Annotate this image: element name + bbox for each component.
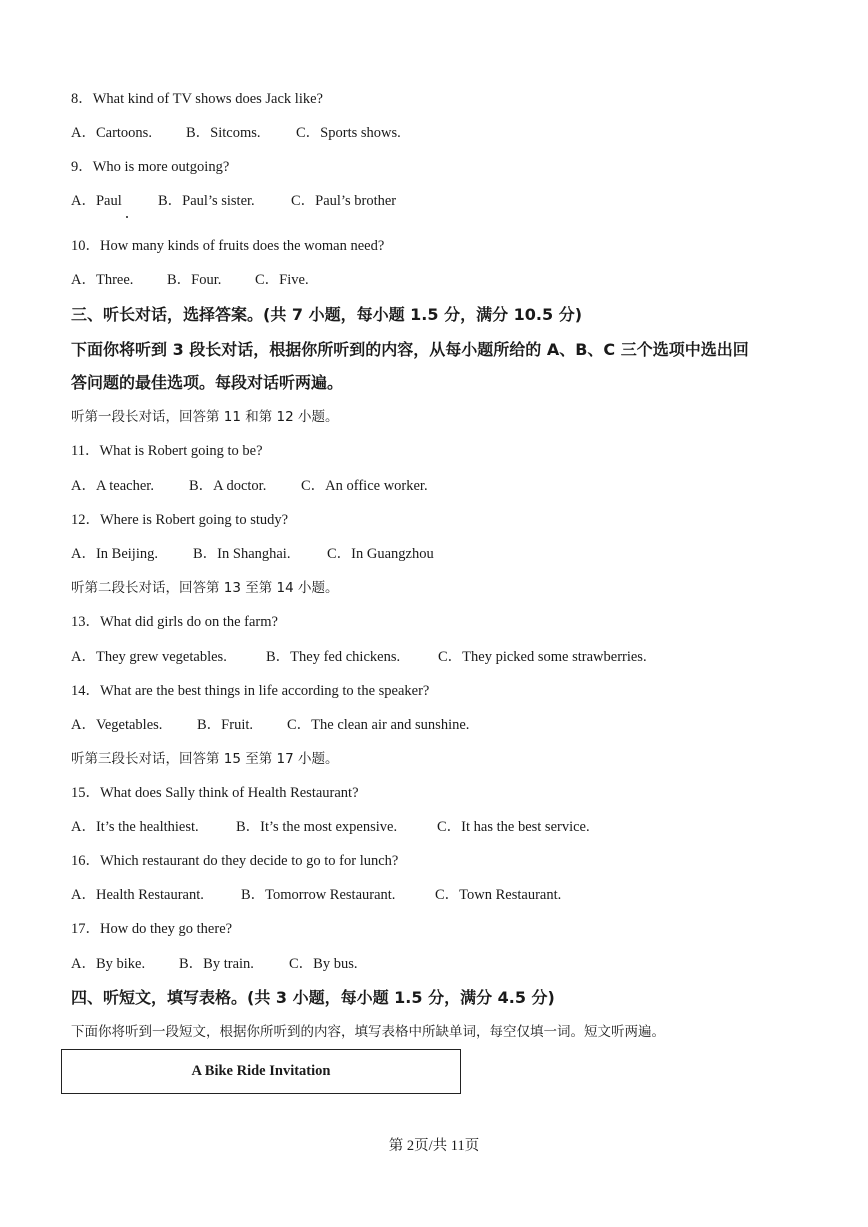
q17-option-b: B．By train. (179, 956, 254, 972)
q8-option-c: C．Sports shows. (296, 125, 401, 141)
q9-option-b: B．Paul’s sister. (158, 193, 255, 209)
q17-option-c: C．By bus. (289, 956, 358, 972)
question-14: 14．What are the best things in life according to the speaker? (71, 683, 430, 699)
q14-option-c: C．The clean air and sunshine. (287, 717, 470, 733)
dialog-2-instruction: 听第二段长对话，回答第 13 至第 14 小题。 (71, 580, 339, 596)
section-3-instruction-line-1: 下面你将听到 3 段长对话，根据你所听到的内容，从每小题所给的 A、B、C 三个选项中选出回 (71, 340, 749, 359)
q11-option-b: B．A doctor. (189, 478, 267, 494)
q13-option-c: C．They picked some strawberries. (438, 649, 647, 665)
question-13: 13．What did girls do on the farm? (71, 614, 278, 630)
q16-option-b: B．Tomorrow Restaurant. (241, 887, 396, 903)
q15-option-c: C．It has the best service. (437, 819, 590, 835)
section-4-instruction: 下面你将听到一段短文，根据你所听到的内容，填写表格中所缺单词，每空仅填一词。短文听两遍。 (71, 1024, 665, 1040)
q15-option-a: A．It’s the healthiest. (71, 819, 199, 835)
q16-option-a: A．Health Restaurant. (71, 887, 204, 903)
q8-option-a: A．Cartoons. (71, 125, 152, 141)
question-10: 10．How many kinds of fruits does the woman need? (71, 238, 385, 254)
q10-option-a: A．Three. (71, 272, 134, 288)
question-17: 17．How do they go there? (71, 921, 233, 937)
q12-option-a: A．In Beijing. (71, 546, 158, 562)
question-9: 9．Who is more outgoing? (71, 159, 230, 175)
fill-in-table (61, 1049, 461, 1094)
q12-option-c: C．In Guangzhou (327, 546, 434, 562)
q10-option-c: C．Five. (255, 272, 309, 288)
q16-option-c: C．Town Restaurant. (435, 887, 562, 903)
stray-dot (126, 216, 128, 218)
q14-option-a: A．Vegetables. (71, 717, 163, 733)
table-title: A Bike Ride Invitation (191, 1063, 331, 1079)
dialog-1-instruction: 听第一段长对话，回答第 11 和第 12 小题。 (71, 409, 339, 425)
section-3-heading: 三、听长对话，选择答案。(共 7 小题，每小题 1.5 分，满分 10.5 分) (71, 305, 583, 324)
question-12: 12．Where is Robert going to study? (71, 512, 289, 528)
q12-option-b: B．In Shanghai. (193, 546, 291, 562)
q10-option-b: B．Four. (167, 272, 222, 288)
question-15: 15．What does Sally think of Health Restaurant? (71, 785, 359, 801)
q15-option-b: B．It’s the most expensive. (236, 819, 398, 835)
q9-option-a: A．Paul (71, 193, 122, 209)
section-3-instruction-line-2: 答问题的最佳选项。每段对话听两遍。 (71, 373, 344, 392)
dialog-3-instruction: 听第三段长对话，回答第 15 至第 17 小题。 (71, 751, 339, 767)
q13-option-a: A．They grew vegetables. (71, 649, 227, 665)
q8-option-b: B．Sitcoms. (186, 125, 261, 141)
q14-option-b: B．Fruit. (197, 717, 253, 733)
q13-option-b: B．They fed chickens. (266, 649, 401, 665)
question-8: 8．What kind of TV shows does Jack like? (71, 91, 323, 107)
question-11: 11．What is Robert going to be? (71, 443, 263, 459)
section-4-heading: 四、听短文，填写表格。(共 3 小题，每小题 1.5 分，满分 4.5 分) (71, 988, 555, 1007)
page-footer: 第 2页/共 11页 (388, 1138, 480, 1154)
q9-option-c: C．Paul’s brother (291, 193, 397, 209)
q11-option-a: A．A teacher. (71, 478, 154, 494)
question-16: 16．Which restaurant do they decide to go to for lunch? (71, 853, 399, 869)
q17-option-a: A．By bike. (71, 956, 146, 972)
q11-option-c: C．An office worker. (301, 478, 428, 494)
